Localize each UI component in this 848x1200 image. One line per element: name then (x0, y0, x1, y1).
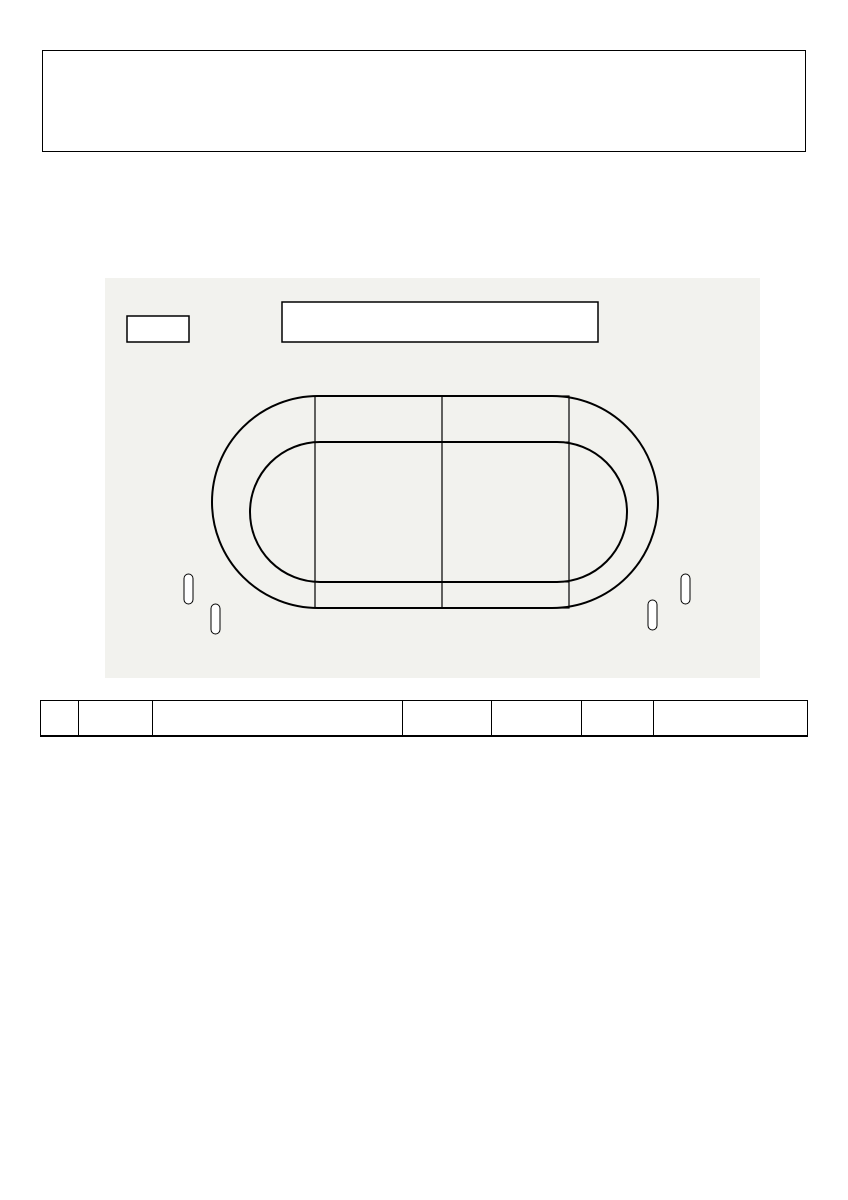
footer-line-1 (44, 1044, 814, 1052)
col-header (402, 701, 492, 737)
track-outer (212, 396, 658, 608)
col-header (78, 701, 152, 737)
venue-map-drawing (105, 278, 760, 678)
gate-post (648, 600, 657, 630)
school-building (282, 302, 598, 342)
gate-post (211, 604, 220, 634)
schedule-table (40, 700, 808, 737)
track-inner (250, 442, 627, 582)
col-header (152, 701, 402, 737)
footer-notes (44, 1044, 814, 1052)
newsletter-header (42, 50, 806, 152)
col-header (492, 701, 582, 737)
table-header-row (41, 701, 808, 737)
col-header (582, 701, 654, 737)
toilet-box (127, 316, 189, 342)
col-header (654, 701, 808, 737)
gate-post (184, 574, 193, 604)
venue-map (105, 278, 760, 678)
gate-post (681, 574, 690, 604)
col-header (41, 701, 79, 737)
